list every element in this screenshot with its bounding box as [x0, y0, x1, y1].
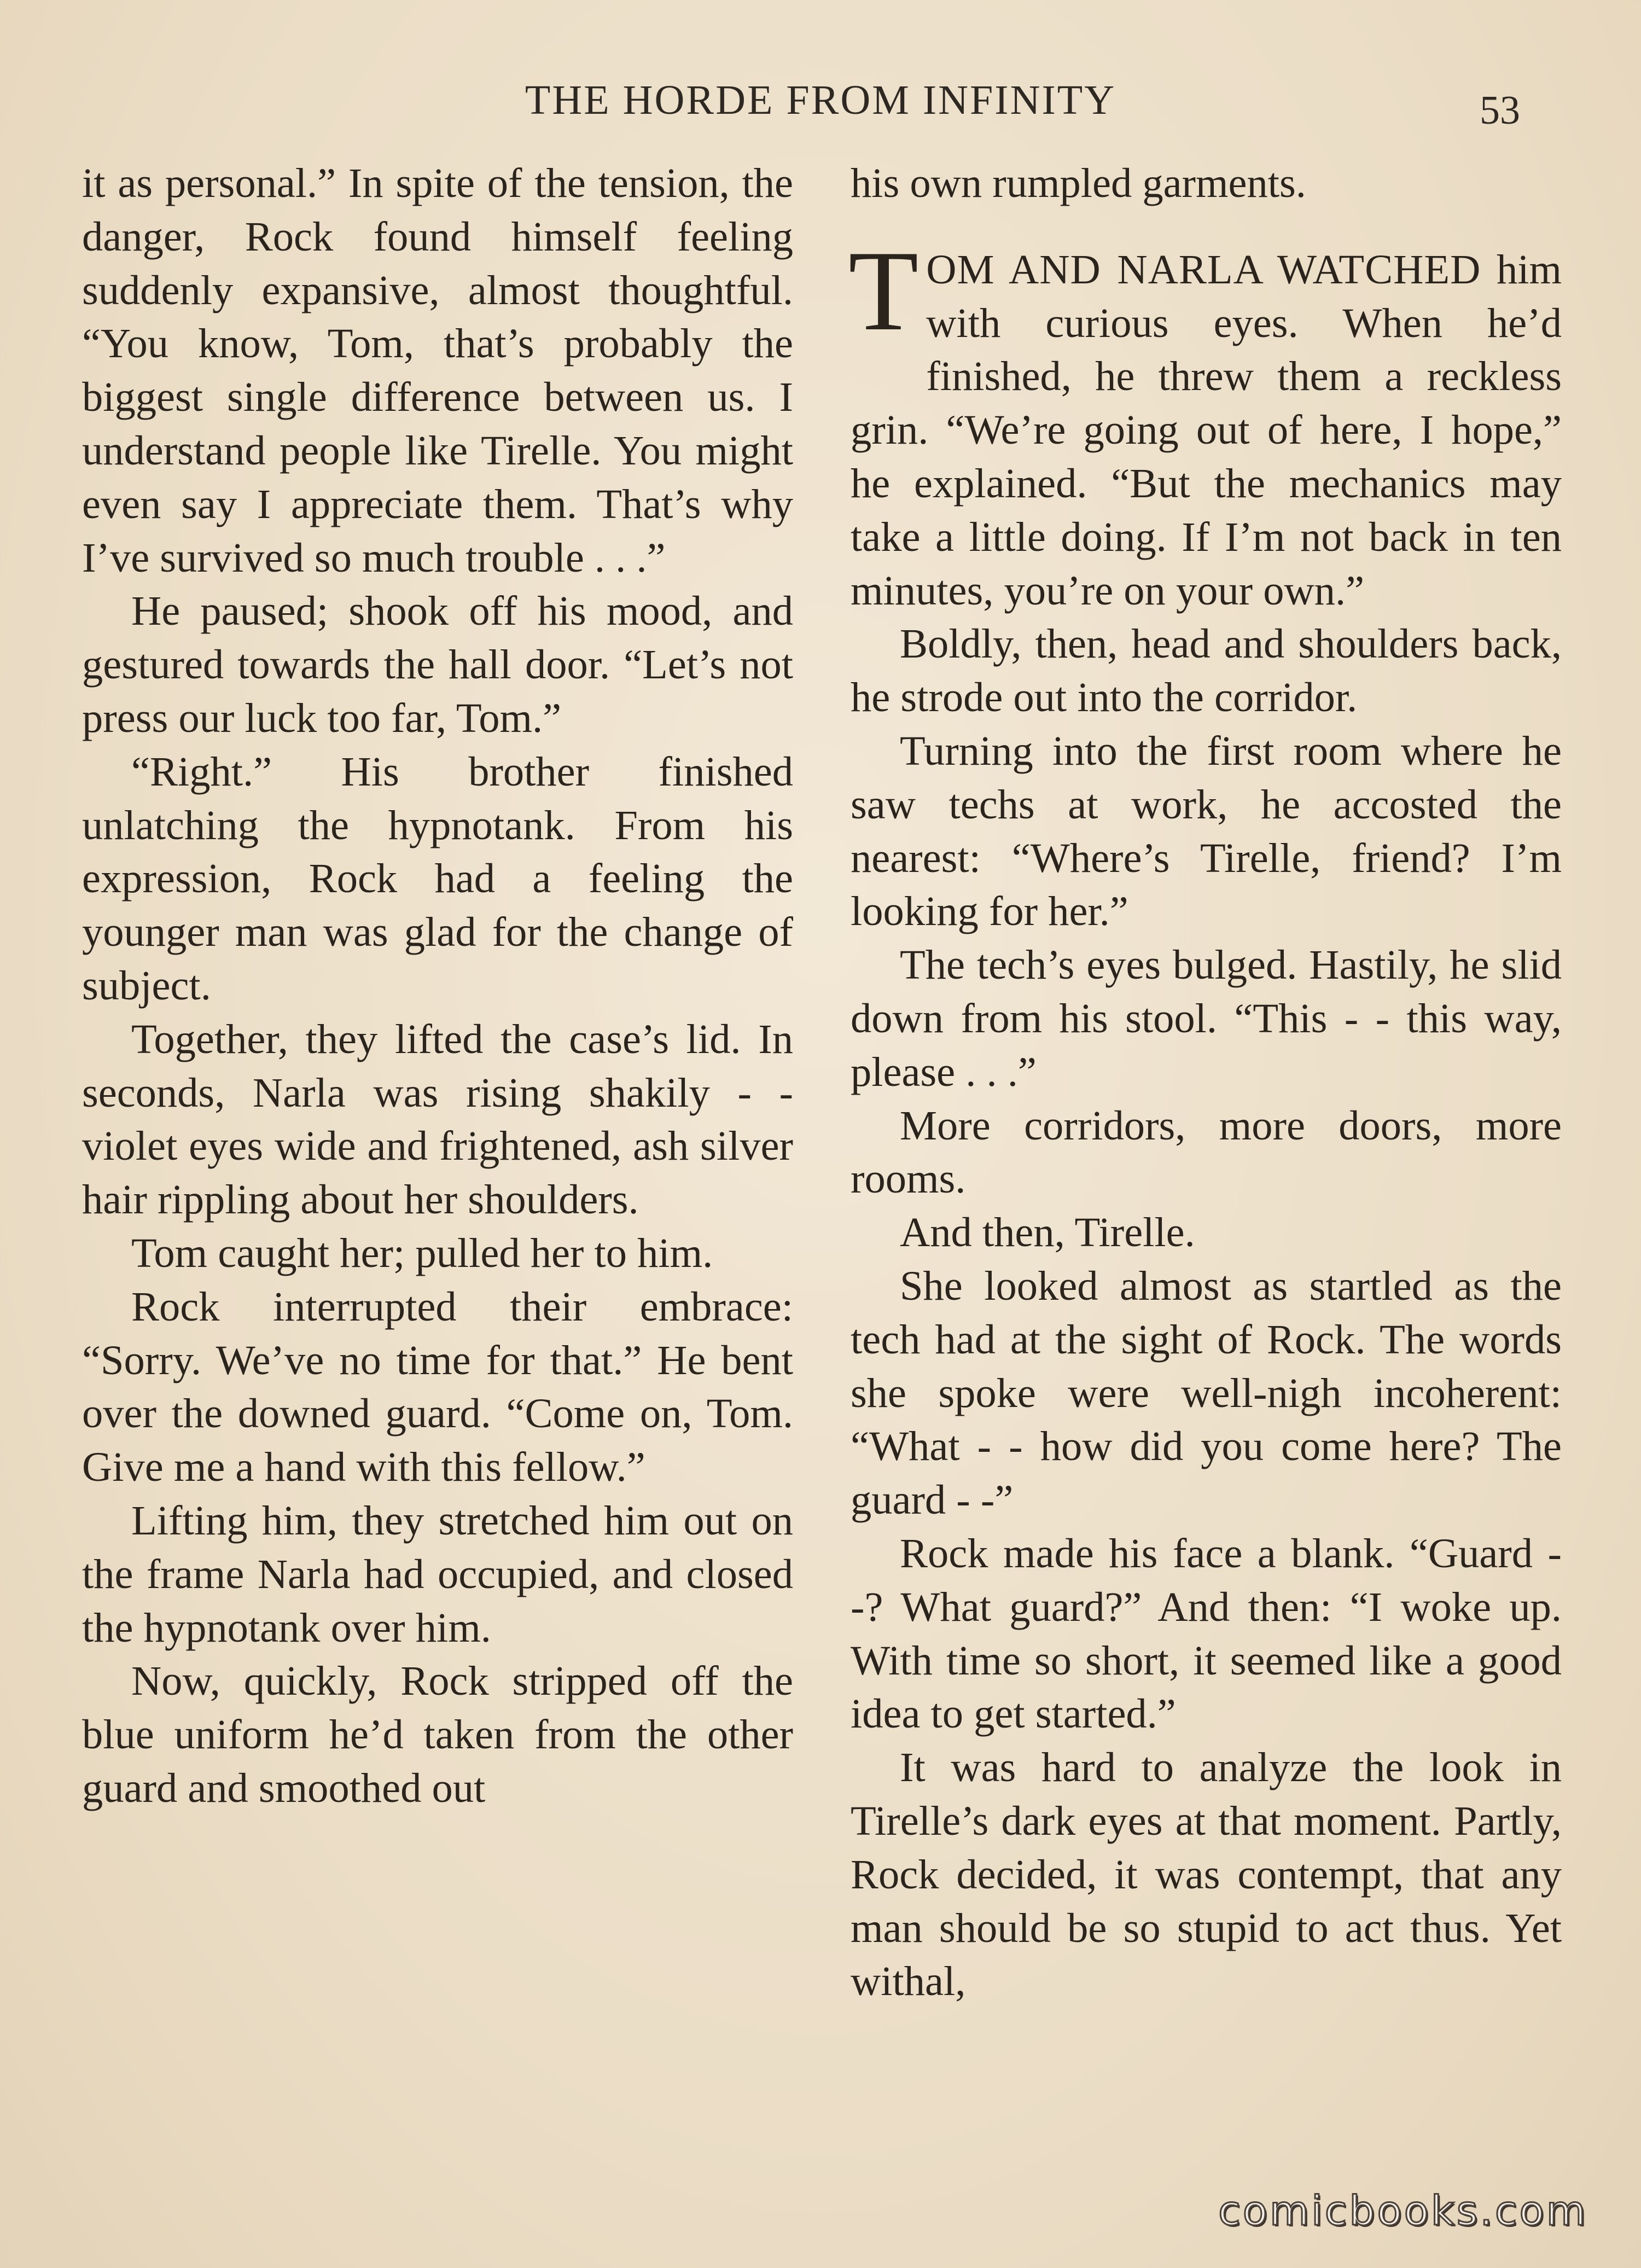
paragraph: The tech’s eyes bulged. Hastily, he slid down from his stool. “This - - this way, please . . .”: [851, 941, 1562, 1095]
paragraph: “Right.” His brother finished unlatching the hypnotank. From his expression, Rock had a feeling the younger man was glad for the change of subject.: [82, 748, 793, 1009]
paragraph: It was hard to analyze the look in Tirelle’s dark eyes at that moment. Partly, Rock decided, it was contempt, that any man should be so stupid to act thus. Yet withal,: [851, 1744, 1562, 2005]
paragraph: Now, quickly, Rock stripped off the blue uniform he’d taken from the other guard and smoothed out: [82, 1658, 793, 1811]
section-lead-in: OM AND NARLA WATCHED: [926, 246, 1481, 293]
drop-cap: T: [848, 227, 919, 354]
paragraph: Together, they lifted the case’s lid. In seconds, Narla was rising shakily - - violet eyes wide and frightened, ash silver hair rippling about her shoulders.: [82, 1015, 793, 1223]
paragraph: And then, Tirelle.: [900, 1209, 1195, 1256]
paragraph: his own rumpled garments.: [851, 160, 1306, 206]
section-opening-text: him with curious eyes. When he’d finished, he threw them a reckless grin. “We’re going out of here, I hope,” he explained. “But the mechanics may take a little doing. If I’m not back in ten minutes, you’re on your own.”: [851, 246, 1562, 614]
paragraph: Lifting him, they stretched him out on the frame Narla had occupied, and closed the hypnotank over him.: [82, 1497, 793, 1651]
watermark-logo: comicbooks.com: [1218, 2188, 1588, 2235]
left-column: [82, 156, 793, 1815]
paragraph: it as personal.” In spite of the tension, the danger, Rock found himself feeling suddenly expansive, almost thoughtful. “You know, Tom, that’s probably the biggest single difference between us. I understand people like Tirelle. You might even say I appreciate them. That’s why I’ve survived so much trouble . . .”: [82, 160, 793, 581]
right-column: [848, 156, 1562, 2008]
paragraph: More corridors, more doors, more rooms.: [851, 1102, 1562, 1202]
paragraph: She looked almost as startled as the tech had at the sight of Rock. The words she spoke were well-nigh incoherent: “What - - how did you come here? The guard - -”: [851, 1262, 1562, 1523]
paragraph: He paused; shook off his mood, and gestured towards the hall door. “Let’s not press our luck too far, Tom.”: [82, 588, 793, 741]
paragraph: Rock interrupted their embrace: “Sorry. We’ve no time for that.” He bent over the downed guard. “Come on, Tom. Give me a hand with this fellow.”: [82, 1283, 793, 1491]
running-header: THE HORDE FROM INFINITY: [525, 77, 1116, 123]
section-opening-paragraph: [848, 227, 1562, 618]
paragraph: Boldly, then, head and shoulders back, he strode out into the corridor.: [851, 620, 1562, 721]
paragraph: Rock made his face a blank. “Guard - -? What guard?” And then: “I woke up. With time so short, it seemed like a good idea to get started.”: [851, 1530, 1562, 1737]
paragraph: Tom caught her; pulled her to him.: [131, 1229, 713, 1276]
paragraph: Turning into the first room where he saw techs at work, he accosted the nearest: “Where’s Tirelle, friend? I’m looking for her.”: [851, 727, 1562, 935]
page-number: 53: [1480, 88, 1520, 133]
